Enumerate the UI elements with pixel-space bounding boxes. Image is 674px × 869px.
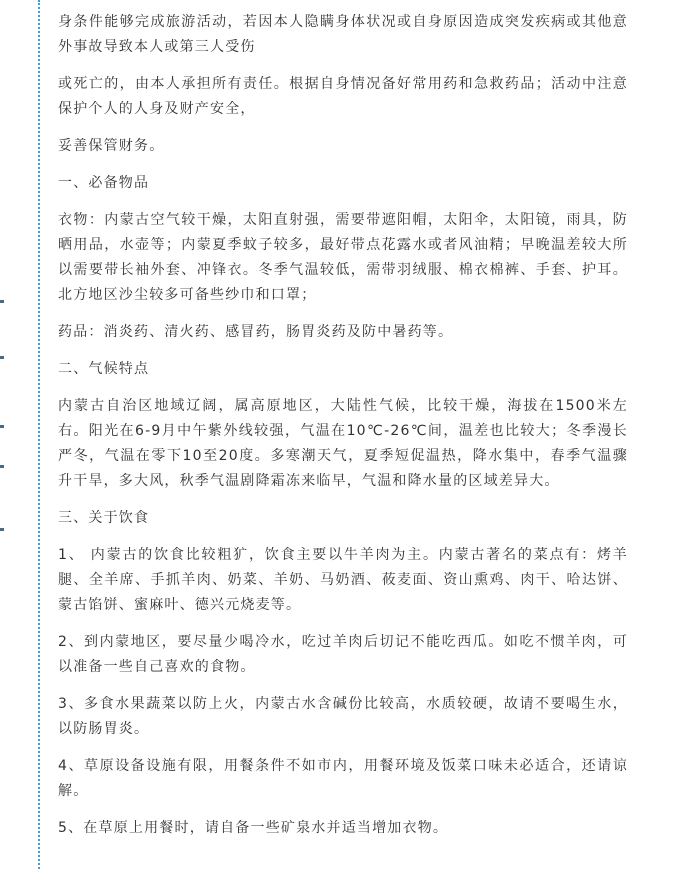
left-margin-strip	[0, 0, 6, 869]
heading-climate: 二、气候特点	[58, 361, 150, 377]
paragraph-clothing: 衣物：内蒙古空气较干燥，太阳直射强，需要带遮阳帽，太阳伞，太阳镜，雨具，防晒用品，水壶等；内蒙夏季蚊子较多，最好带点花露水或者风油精；早晚温差较大所以需要带长袖外套、冲锋衣。冬季气温较低，需带羽绒服、棉衣棉裤、手套、护耳。北方地区沙尘较多可备些纱巾和口罩；	[58, 212, 628, 303]
paragraph-diet-1: 1、 内蒙古的饮食比较粗犷，饮食主要以牛羊肉为主。内蒙古著名的菜点有：烤羊腿、全羊席、手抓羊肉、奶菜、羊奶、马奶酒、莜麦面、资山熏鸡、肉干、哈达饼、蒙古馅饼、蜜麻叶、德兴元烧麦等。	[58, 547, 628, 613]
margin-tick	[0, 528, 4, 531]
heading-essential-items: 一、必备物品	[58, 175, 150, 191]
margin-tick	[0, 300, 4, 303]
paragraph-diet-2: 2、到内蒙地区，要尽量少喝冷水，吃过羊肉后切记不能吃西瓜。如吃不惯羊肉，可以准备一些自己喜欢的食物。	[58, 634, 628, 675]
paragraph-climate: 内蒙古自治区地域辽阔，属高原地区，大陆性气候，比较干燥，海拔在1500米左右。阳光在6-9月中午紫外线较强，气温在10℃-26℃间，温差也比较大；冬季漫长严冬，气温在零下10至20度。多寒潮天气，夏季短促温热，降水集中，春季气温骤升干旱，多大风，秋季气温剧降霜冻来临早，气温和降水量的区域差异大。	[58, 398, 628, 489]
paragraph-medicine: 药品：消炎药、清火药、感冒药，肠胃炎药及防中暑药等。	[58, 324, 454, 340]
margin-tick	[0, 425, 4, 428]
paragraph-responsibility: 或死亡的，由本人承担所有责任。根据自身情况备好常用药和急救药品；活动中注意保护个人的人身及财产安全，	[58, 76, 628, 117]
content-dotted-border	[38, 0, 40, 869]
article-body	[58, 10, 628, 853]
margin-tick	[0, 465, 4, 468]
paragraph-diet-5: 5、在草原上用餐时，请自备一些矿泉水并适当增加衣物。	[58, 820, 449, 836]
paragraph-safekeeping: 妥善保管财务。	[58, 138, 165, 154]
heading-diet: 三、关于饮食	[58, 510, 150, 526]
paragraph-diet-3: 3、多食水果蔬菜以防上火，内蒙古水含碱份比较高，水质较硬，故请不要喝生水，以防肠胃炎。	[58, 696, 628, 737]
paragraph-intro-continued: 身条件能够完成旅游活动，若因本人隐瞒身体状况或自身原因造成突发疾病或其他意外事故导致本人或第三人受伤	[58, 14, 628, 55]
margin-tick	[0, 356, 4, 359]
paragraph-diet-4: 4、草原设备设施有限，用餐条件不如市内，用餐环境及饭菜口味未必适合，还请谅解。	[58, 758, 628, 799]
